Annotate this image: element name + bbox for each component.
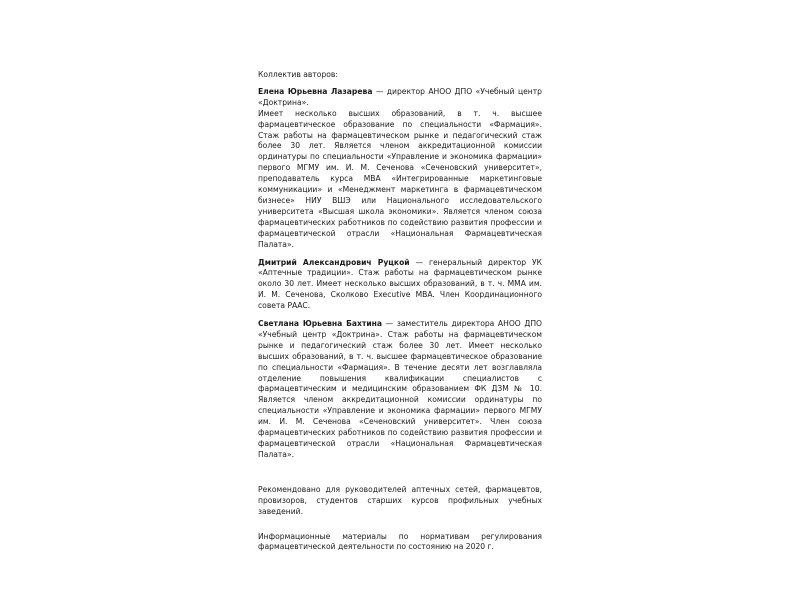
author-bakhtina (258, 319, 542, 461)
author-name: Дмитрий Александрович Руцкой (258, 257, 410, 267)
authors-heading: Коллектив авторов: (258, 70, 338, 79)
author-name: Светлана Юрьевна Бахтина (258, 319, 383, 329)
author-role: — заместитель директора АНОО ДПО «Учебный центр «Доктрина». Стаж работы на фармацевтическом рынке и педагогический стаж более 30 лет. Имеет несколько высших образований, в т. ч. высшее фармацевтическое образование по специальности «Фармация». В течение десяти лет возглавляла отделение повышения квалификации специалистов с фармацевтическим и медицинским образованием ФК ДЗМ № 10. Является членом аккредитационной комиссии ординатуры по специальности «Управление и экономика фармации» первого МГМУ им. И. М. Сеченова «Сеченовский университет». Член союза фармацевтических работников по содействию развития профессии и фармацевтической отрасли «Национальная Фармацевтическая Палата». (258, 319, 543, 459)
author-role: — генеральный директор УК «Аптечные традиции». Стаж работы на фармацевтическом рынке около 30 лет. Имеет несколько высших образований, в т. ч. ММА им. И. М. Сеченова, Сколково Executive MBA. Член Координационного совета РААС. (258, 257, 543, 311)
regulatory-info-note: Информационные материалы по нормативам регулирования фармацевтической деятельности по состоянию на 2020 г. (258, 531, 542, 552)
authors-page-content (258, 70, 542, 553)
author-bio: Имеет несколько высших образований, в т. ч. высшее фармацевтическое образование по специальности «Фармация». Стаж работы на фармацевтическом рынке и педагогический стаж более 30 лет. Является членом аккредитационной комиссии ординатуры по специальности «Управление и экономика фармации» первого МГМУ им. И. М. Сеченова «Сеченовский университет», преподаватель курса MBA «Интегрированные маркетинговые коммуникации» и «Менеджмент маркетинга в фармацевтическом бизнесе» НИУ ВШЭ или Национального исследовательского университета «Высшая школа экономики». Является членом союза фармацевтических работников по содействию развития профессии и фармацевтической отрасли «Национальная Фармацевтическая Палата». (258, 108, 542, 249)
author-rutskoy (258, 258, 542, 313)
author-role: — директор АНОО ДПО «Учебный центр «Доктрина». (258, 86, 542, 107)
recommendation-note: Рекомендовано для руководителей аптечных сетей, фармацевтов, провизоров, студентов старших курсов профильных учебных заведений. (258, 484, 542, 516)
author-name: Елена Юрьевна Лазарева (258, 86, 373, 96)
author-lazareva (258, 87, 542, 251)
